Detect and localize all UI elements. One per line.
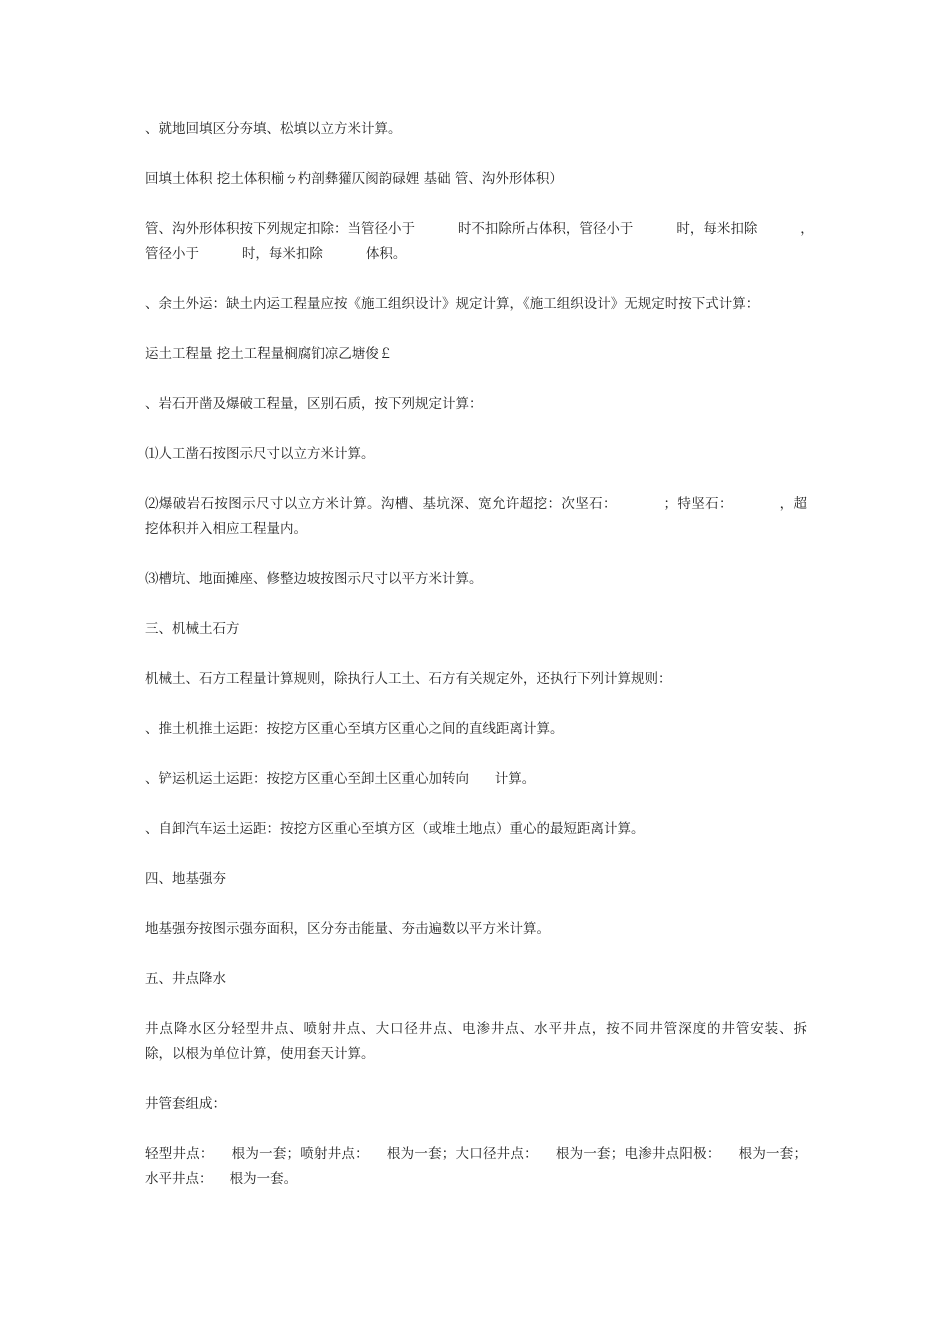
list-item-manual-chisel: ⑴人工凿石按图示尺寸以立方米计算。 — [145, 446, 375, 462]
paragraph-well-point-line-2: 除，以根为单位计算，使用套天计算。 — [145, 1046, 375, 1062]
section-heading-dynamic-compaction: 四、地基强夯 — [145, 871, 226, 887]
paragraph-rock-excavation: 、岩石开凿及爆破工程量，区别石质，按下列规定计算： — [145, 396, 483, 412]
paragraph-well-set-title: 井管套组成： — [145, 1096, 226, 1112]
paragraph-well-set-line-1: 轻型井点： 根为一套；喷射井点： 根为一套；大口径井点： 根为一套；电渗井点阳极： 根为一套； — [145, 1146, 807, 1162]
section-heading-well-point: 五、井点降水 — [145, 971, 226, 987]
list-item-trench-slope: ⑶槽坑、地面摊座、修整边坡按图示尺寸以平方米计算。 — [145, 571, 483, 587]
paragraph-bulldozer: 、推土机推土运距：按挖方区重心至填方区重心之间的直线距离计算。 — [145, 721, 564, 737]
paragraph-surplus-soil: 、余土外运：缺土内运工程量应按《施工组织设计》规定计算，《施工组织设计》无规定时按下式计算： — [145, 296, 760, 312]
paragraph-well-set-line-2: 水平井点： 根为一套。 — [145, 1171, 298, 1187]
paragraph-pipe-deduction-line-2: 管径小于 时，每米扣除 体积。 — [145, 246, 407, 262]
paragraph-dynamic-compaction: 地基强夯按图示强夯面积，区分夯击能量、夯击遍数以平方米计算。 — [145, 921, 550, 937]
paragraph-backfill: 、就地回填区分夯填、松填以立方米计算。 — [145, 121, 402, 137]
formula-backfill-volume: 回填土体积 挖土体积椾ㄅ杓剖彝獾仄阂韵碌娌 基础 管、沟外形体积） — [145, 171, 563, 187]
paragraph-scraper: 、铲运机运土运距：按挖方区重心至卸土区重心加转向 计算。 — [145, 771, 536, 787]
list-item-blasting-line-2: 挖体积并入相应工程量内。 — [145, 521, 307, 537]
paragraph-dump-truck: 、自卸汽车运土运距：按挖方区重心至填方区（或堆土地点）重心的最短距离计算。 — [145, 821, 645, 837]
list-item-blasting-line-1: ⑵爆破岩石按图示尺寸以立方米计算。沟槽、基坑深、宽允许超挖：次坚石： ；特坚石： ，超 — [145, 496, 807, 512]
formula-soil-transport: 运土工程量 挖土工程量榈腐钔凉乙塘俊￡ — [145, 346, 393, 362]
paragraph-pipe-deduction-line-1: 管、沟外形体积按下列规定扣除：当管径小于 时不扣除所占体积，管径小于 时，每米扣除 ， — [145, 221, 814, 237]
section-heading-mechanical: 三、机械土石方 — [145, 621, 240, 637]
paragraph-well-point-line-1: 井点降水区分轻型井点、喷射井点、大口径井点、电渗井点、水平井点，按不同井管深度的井管安装、拆 — [145, 1021, 807, 1037]
paragraph-mechanical-rules: 机械土、石方工程量计算规则，除执行人工土、石方有关规定外，还执行下列计算规则： — [145, 671, 672, 687]
